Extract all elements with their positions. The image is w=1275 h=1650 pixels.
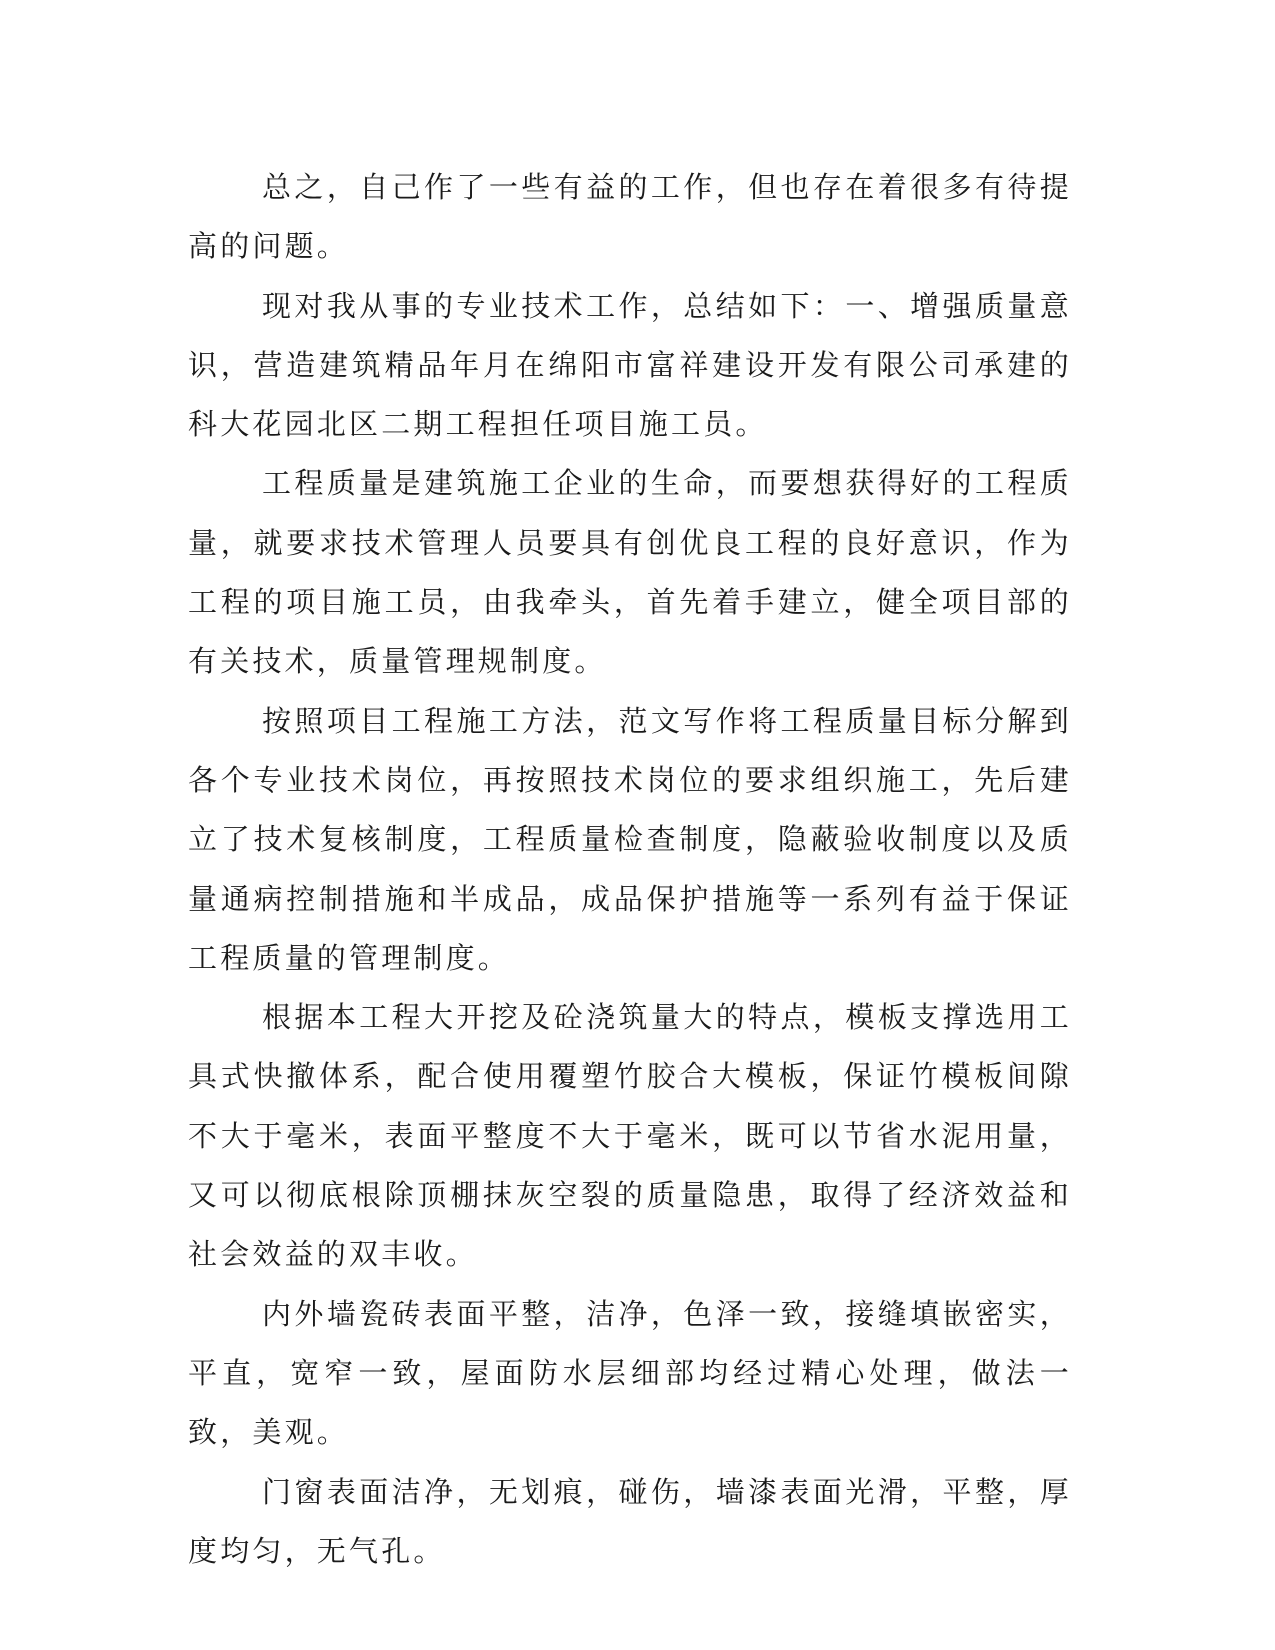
paragraph-2: 现对我从事的专业技术工作，总结如下：一、增强质量意识，营造建筑精品年月在绵阳市富祥建设开发有限公司承建的科大花园北区二期工程担任项目施工员。 <box>188 288 1072 442</box>
paragraph-6: 内外墙瓷砖表面平整，洁净，色泽一致，接缝填嵌密实，平直，宽窄一致，屋面防水层细部均经过精心处理，做法一致，美观。 <box>188 1296 1072 1450</box>
paragraph-3: 工程质量是建筑施工企业的生命，而要想获得好的工程质量，就要求技术管理人员要具有创优良工程的良好意识，作为工程的项目施工员，由我牵头，首先着手建立，健全项目部的有关技术，质量管理规制度。 <box>188 466 1072 679</box>
paragraph-1: 总之，自己作了一些有益的工作，但也存在着很多有待提高的问题。 <box>188 170 1072 264</box>
paragraph-5: 根据本工程大开挖及砼浇筑量大的特点，模板支撑选用工具式快撤体系，配合使用覆塑竹胶合大模板，保证竹模板间隙不大于毫米，表面平整度不大于毫米，既可以节省水泥用量，又可以彻底根除顶棚抹灰空裂的质量隐患，取得了经济效益和社会效益的双丰收。 <box>188 1000 1072 1272</box>
document-body <box>188 158 1072 1581</box>
paragraph-7: 门窗表面洁净，无划痕，碰伤，墙漆表面光滑，平整，厚度均匀，无气孔。 <box>188 1474 1072 1568</box>
paragraph-4: 按照项目工程施工方法，范文写作将工程质量目标分解到各个专业技术岗位，再按照技术岗位的要求组织施工，先后建立了技术复核制度，工程质量检查制度，隐蔽验收制度以及质量通病控制措施和半成品，成品保护措施等一系列有益于保证工程质量的管理制度。 <box>188 703 1072 975</box>
